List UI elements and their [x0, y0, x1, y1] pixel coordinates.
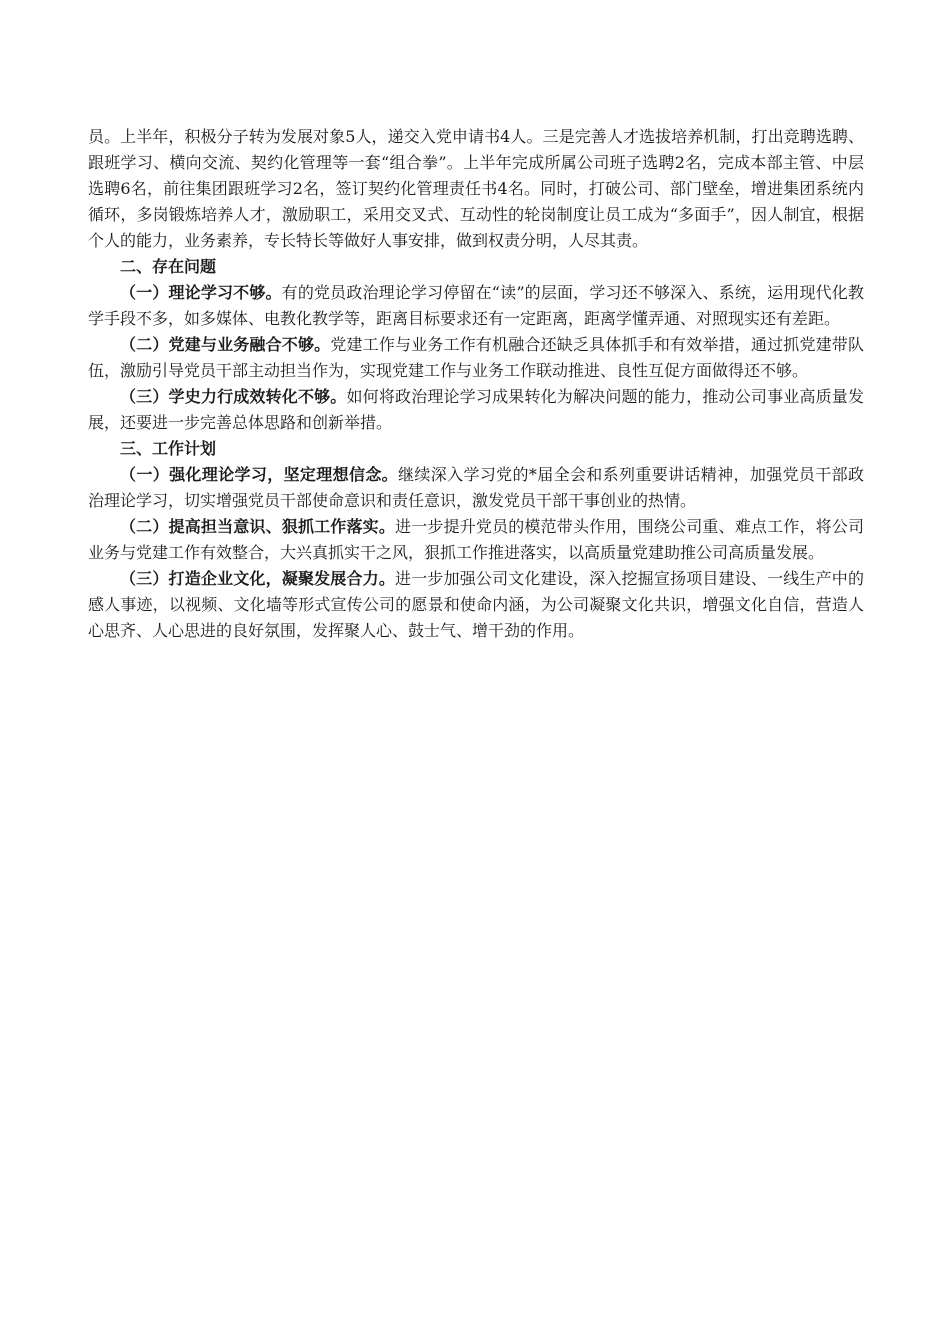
- plan-item-2-text: 进一步提升党员的模范带头作用，围绕公司重、难点工作，将公司业务与党建工作有效整合，大兴真抓实干之风，狠抓工作推进落实，以高质量党建助推公司高质量发展。: [88, 517, 864, 562]
- problem-item-2: [88, 332, 864, 384]
- problem-item-1-lead: （一）理论学习不够。: [120, 283, 282, 302]
- plan-item-1-text: 继续深入学习党的*届全会和系列重要讲话精神，加强党员干部政治理论学习，切实增强党员干部使命意识和责任意识，激发党员干部干事创业的热情。: [88, 465, 864, 510]
- intro-paragraph: 员。上半年，积极分子转为发展对象5人，递交入党申请书4人。三是完善人才选拔培养机制，打出竞聘选聘、跟班学习、横向交流、契约化管理等一套“组合拳”。上半年完成所属公司班子选聘2名，完成本部主管、中层选聘6名，前往集团跟班学习2名，签订契约化管理责任书4名。同时，打破公司、部门壁垒，增进集团系统内循环，多岗锻炼培养人才，激励职工，采用交叉式、互动性的轮岗制度让员工成为“多面手”，因人制宜，根据个人的能力，业务素养，专长特长等做好人事安排，做到权责分明，人尽其责。: [88, 127, 864, 250]
- problem-item-3-lead: （三）学史力行成效转化不够。: [120, 387, 347, 406]
- plan-item-1-lead: （一）强化理论学习，坚定理想信念。: [120, 465, 399, 484]
- plan-item-1: [88, 462, 864, 514]
- plan-item-3-text: 进一步加强公司文化建设，深入挖掘宣扬项目建设、一线生产中的感人事迹，以视频、文化墙等形式宣传公司的愿景和使命内涵，为公司凝聚文化共识，增强文化自信，营造人心思齐、人心思进的良好氛围，发挥聚人心、鼓士气、增干劲的作用。: [88, 569, 864, 640]
- plan-item-2-lead: （二）提高担当意识、狠抓工作落实。: [120, 517, 396, 536]
- plan-item-2: [88, 514, 864, 566]
- problem-item-1-text: 有的党员政治理论学习停留在“读”的层面，学习还不够深入、系统，运用现代化教学手段不多，如多媒体、电教化教学等，距离目标要求还有一定距离，距离学懂弄通、对照现实还有差距。: [88, 283, 864, 328]
- problem-item-3: [88, 384, 864, 436]
- problem-item-1: [88, 280, 864, 332]
- section-heading-plan: 三、工作计划: [120, 439, 217, 458]
- problem-item-2-lead: （二）党建与业务融合不够。: [120, 335, 331, 354]
- section-heading-problems: 二、存在问题: [120, 257, 217, 276]
- document-page: [88, 124, 864, 644]
- problem-item-3-text: 如何将政治理论学习成果转化为解决问题的能力，推动公司事业高质量发展，还要进一步完善总体思路和创新举措。: [88, 387, 864, 432]
- problem-item-2-text: 党建工作与业务工作有机融合还缺乏具体抓手和有效举措，通过抓党建带队伍，激励引导党员干部主动担当作为，实现党建工作与业务工作联动推进、良性互促方面做得还不够。: [88, 335, 864, 380]
- plan-item-3: [88, 566, 864, 644]
- plan-item-3-lead: （三）打造企业文化，凝聚发展合力。: [120, 569, 396, 588]
